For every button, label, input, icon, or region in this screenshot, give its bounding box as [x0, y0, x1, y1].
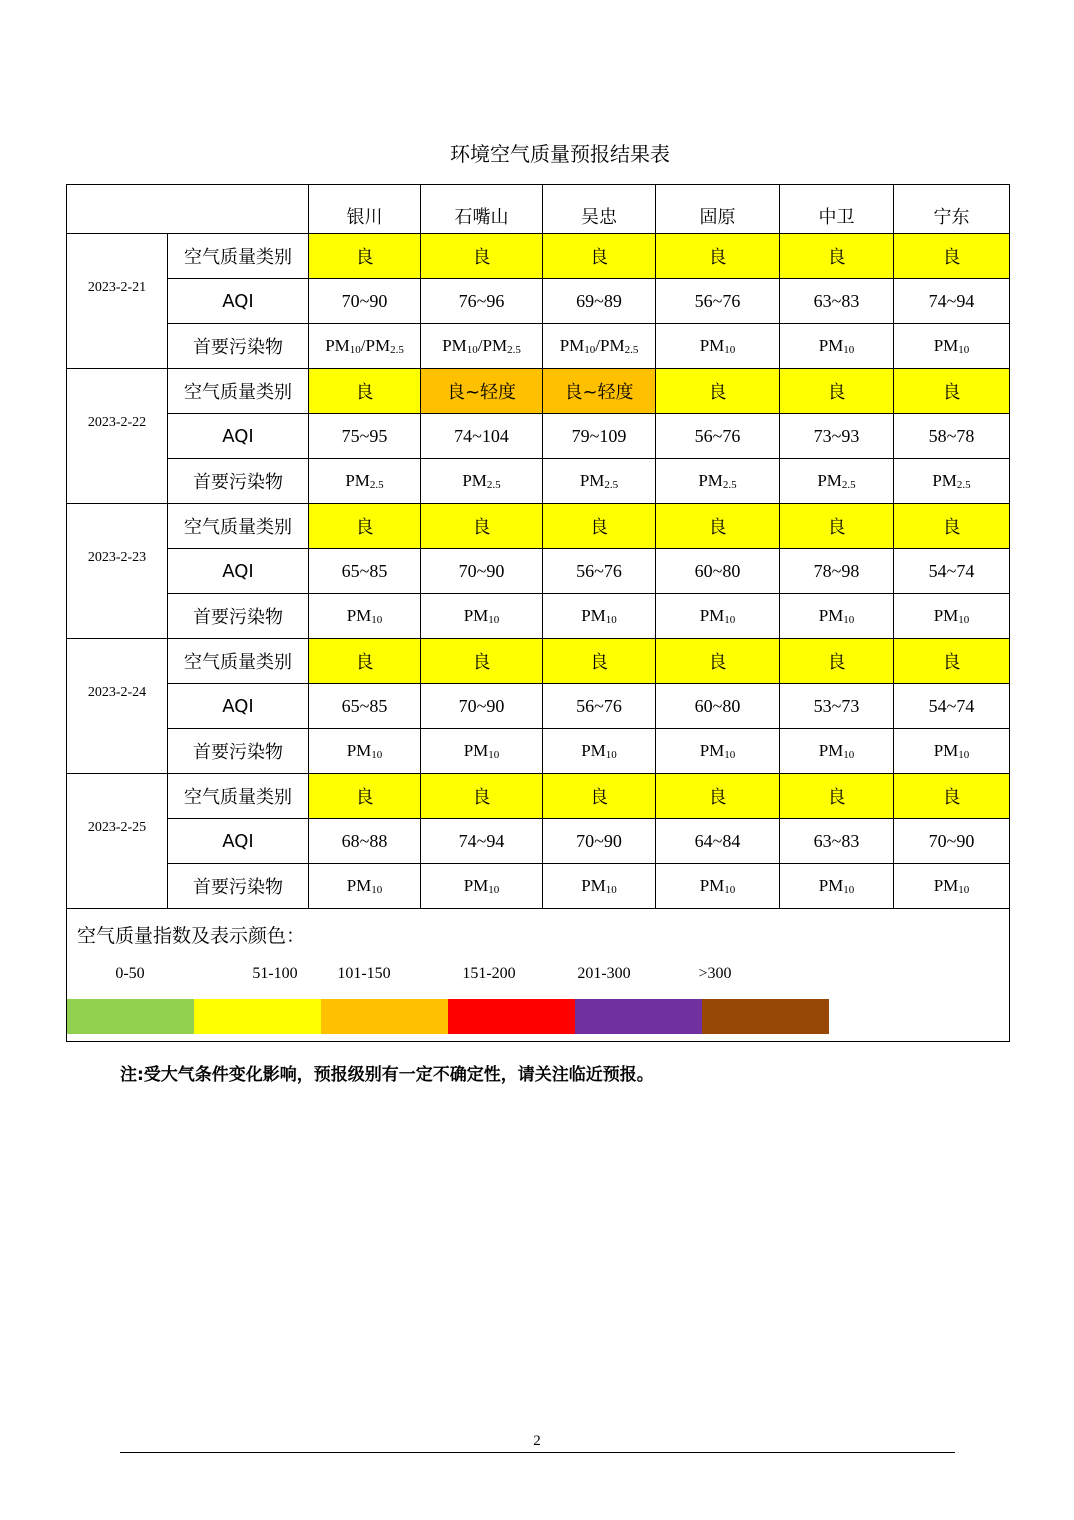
legend-color-swatch — [702, 999, 829, 1034]
pollutant-label: 首要污染物 — [168, 594, 309, 639]
aqi-cell: 60~80 — [656, 549, 780, 594]
city-header: 中卫 — [780, 185, 894, 234]
aqi-cell: 65~85 — [309, 684, 421, 729]
pollutant-cell: $PM_{2.5}$ — [421, 459, 543, 504]
aqi-cell: 70~90 — [309, 279, 421, 324]
category-cell: 良 — [656, 639, 780, 684]
pollutant-cell: $PM_{10}/PM_{2.5}$ — [421, 324, 543, 369]
pollutant-cell: $PM_{10}/PM_{2.5}$ — [543, 324, 656, 369]
pollutant-cell: $PM_{10}$ — [421, 864, 543, 909]
aqi-label: AQI — [168, 549, 309, 594]
pollutant-label: 首要污染物 — [168, 864, 309, 909]
aqi-cell: 64~84 — [656, 819, 780, 864]
page-number: 2 — [533, 1433, 541, 1449]
category-cell: 良~轻度 — [543, 369, 656, 414]
legend-row — [67, 909, 1010, 1042]
pollutant-cell: $PM_{2.5}$ — [309, 459, 421, 504]
category-cell: 良 — [780, 504, 894, 549]
category-cell: 良 — [309, 234, 421, 279]
aqi-cell: 78~98 — [780, 549, 894, 594]
header-row — [67, 185, 1010, 234]
aqi-cell: 74~94 — [421, 819, 543, 864]
legend-range: >300 — [698, 965, 732, 982]
aqi-label: AQI — [168, 684, 309, 729]
category-cell: 良 — [894, 639, 1010, 684]
category-cell: 良 — [421, 639, 543, 684]
pollutant-cell: $PM_{10}$ — [309, 864, 421, 909]
pollutant-cell: $PM_{10}$ — [894, 324, 1010, 369]
aqi-cell: 70~90 — [421, 549, 543, 594]
category-cell: 良 — [543, 639, 656, 684]
pollutant-cell: $PM_{10}$ — [780, 324, 894, 369]
category-cell: 良 — [894, 774, 1010, 819]
category-label: 空气质量类别 — [168, 369, 309, 414]
category-cell: 良 — [894, 369, 1010, 414]
pollutant-cell: $PM_{10}$ — [543, 864, 656, 909]
aqi-cell: 63~83 — [780, 279, 894, 324]
aqi-row — [67, 549, 1010, 594]
aqi-cell: 70~90 — [543, 819, 656, 864]
city-header: 固原 — [656, 185, 780, 234]
forecast-date: 2023-2-24 — [67, 639, 168, 774]
aqi-cell: 60~80 — [656, 684, 780, 729]
category-row — [67, 639, 1010, 684]
category-cell: 良 — [309, 369, 421, 414]
pollutant-cell: $PM_{10}$ — [421, 594, 543, 639]
aqi-cell: 70~90 — [894, 819, 1010, 864]
category-cell: 良 — [894, 504, 1010, 549]
legend-range: 51-100 — [252, 965, 298, 982]
aqi-cell: 69~89 — [543, 279, 656, 324]
pollutant-row — [67, 324, 1010, 369]
category-cell: 良 — [780, 639, 894, 684]
city-header: 宁东 — [894, 185, 1010, 234]
forecast-date: 2023-2-25 — [67, 774, 168, 909]
category-label: 空气质量类别 — [168, 639, 309, 684]
pollutant-cell: $PM_{10}$ — [656, 864, 780, 909]
aqi-row — [67, 819, 1010, 864]
category-cell: 良 — [421, 234, 543, 279]
pollutant-cell: $PM_{10}$ — [656, 324, 780, 369]
aqi-cell: 65~85 — [309, 549, 421, 594]
pollutant-cell: $PM_{2.5}$ — [656, 459, 780, 504]
category-cell: 良 — [780, 234, 894, 279]
pollutant-row — [67, 459, 1010, 504]
forecast-table — [66, 184, 1010, 1042]
aqi-cell: 76~96 — [421, 279, 543, 324]
aqi-cell: 63~83 — [780, 819, 894, 864]
category-row — [67, 774, 1010, 819]
aqi-legend — [67, 909, 1010, 1042]
header-corner — [67, 185, 309, 234]
category-label: 空气质量类别 — [168, 504, 309, 549]
pollutant-label: 首要污染物 — [168, 324, 309, 369]
pollutant-row — [67, 594, 1010, 639]
category-cell: 良 — [656, 504, 780, 549]
category-cell: 良 — [894, 234, 1010, 279]
legend-color-swatch — [448, 999, 575, 1034]
aqi-label: AQI — [168, 414, 309, 459]
category-cell: 良 — [543, 234, 656, 279]
category-row — [67, 234, 1010, 279]
category-cell: 良 — [543, 504, 656, 549]
pollutant-cell: $PM_{10}$ — [894, 594, 1010, 639]
aqi-row — [67, 279, 1010, 324]
pollutant-cell: $PM_{10}$ — [656, 594, 780, 639]
legend-range: 151-200 — [462, 965, 516, 982]
aqi-cell: 74~104 — [421, 414, 543, 459]
category-cell: 良 — [421, 504, 543, 549]
category-label: 空气质量类别 — [168, 774, 309, 819]
category-cell: 良 — [780, 774, 894, 819]
forecast-note: 注:受大气条件变化影响，预报级别有一定不确定性，请关注临近预报。 — [120, 1065, 654, 1085]
category-cell: 良 — [421, 774, 543, 819]
category-label: 空气质量类别 — [168, 234, 309, 279]
legend-color-swatch — [67, 999, 194, 1034]
table-title: 环境空气质量预报结果表 — [450, 142, 670, 166]
aqi-cell: 75~95 — [309, 414, 421, 459]
pollutant-cell: $PM_{10}/PM_{2.5}$ — [309, 324, 421, 369]
city-header: 吴忠 — [543, 185, 656, 234]
aqi-cell: 56~76 — [543, 684, 656, 729]
pollutant-cell: $PM_{10}$ — [780, 594, 894, 639]
aqi-label: AQI — [168, 279, 309, 324]
pollutant-cell: $PM_{10}$ — [421, 729, 543, 774]
legend-title: 空气质量指数及表示颜色： — [77, 925, 306, 947]
pollutant-cell: $PM_{10}$ — [543, 729, 656, 774]
aqi-cell: 73~93 — [780, 414, 894, 459]
aqi-cell: 74~94 — [894, 279, 1010, 324]
pollutant-cell: $PM_{10}$ — [894, 729, 1010, 774]
pollutant-cell: $PM_{10}$ — [309, 729, 421, 774]
legend-range: 101-150 — [337, 965, 391, 982]
pollutant-cell: $PM_{10}$ — [780, 864, 894, 909]
pollutant-cell: $PM_{2.5}$ — [894, 459, 1010, 504]
aqi-row — [67, 414, 1010, 459]
aqi-row — [67, 684, 1010, 729]
pollutant-cell: $PM_{2.5}$ — [543, 459, 656, 504]
pollutant-cell: $PM_{10}$ — [543, 594, 656, 639]
legend-range: 0-50 — [115, 965, 145, 982]
pollutant-cell: $PM_{10}$ — [780, 729, 894, 774]
aqi-cell: 70~90 — [421, 684, 543, 729]
legend-color-swatch — [194, 999, 321, 1034]
pollutant-cell: $PM_{10}$ — [656, 729, 780, 774]
category-cell: 良 — [656, 234, 780, 279]
category-cell: 良 — [543, 774, 656, 819]
aqi-cell: 54~74 — [894, 549, 1010, 594]
pollutant-cell: $PM_{10}$ — [309, 594, 421, 639]
aqi-cell: 68~88 — [309, 819, 421, 864]
pollutant-label: 首要污染物 — [168, 459, 309, 504]
aqi-cell: 56~76 — [543, 549, 656, 594]
category-cell: 良 — [309, 504, 421, 549]
aqi-label: AQI — [168, 819, 309, 864]
category-cell: 良 — [656, 369, 780, 414]
category-cell: 良 — [656, 774, 780, 819]
legend-color-swatch — [321, 999, 448, 1034]
pollutant-cell: $PM_{2.5}$ — [780, 459, 894, 504]
aqi-cell: 56~76 — [656, 279, 780, 324]
category-cell: 良 — [309, 774, 421, 819]
aqi-cell: 79~109 — [543, 414, 656, 459]
legend-range: 201-300 — [577, 965, 631, 982]
aqi-cell: 53~73 — [780, 684, 894, 729]
category-row — [67, 504, 1010, 549]
aqi-cell: 58~78 — [894, 414, 1010, 459]
pollutant-label: 首要污染物 — [168, 729, 309, 774]
city-header: 银川 — [309, 185, 421, 234]
forecast-date: 2023-2-23 — [67, 504, 168, 639]
forecast-date: 2023-2-22 — [67, 369, 168, 504]
aqi-cell: 56~76 — [656, 414, 780, 459]
footer-rule — [120, 1452, 955, 1453]
category-row — [67, 369, 1010, 414]
forecast-date: 2023-2-21 — [67, 234, 168, 369]
legend-color-swatch — [575, 999, 702, 1034]
city-header: 石嘴山 — [421, 185, 543, 234]
pollutant-cell: $PM_{10}$ — [894, 864, 1010, 909]
aqi-cell: 54~74 — [894, 684, 1010, 729]
category-cell: 良 — [309, 639, 421, 684]
pollutant-row — [67, 729, 1010, 774]
pollutant-row — [67, 864, 1010, 909]
category-cell: 良 — [780, 369, 894, 414]
category-cell: 良~轻度 — [421, 369, 543, 414]
